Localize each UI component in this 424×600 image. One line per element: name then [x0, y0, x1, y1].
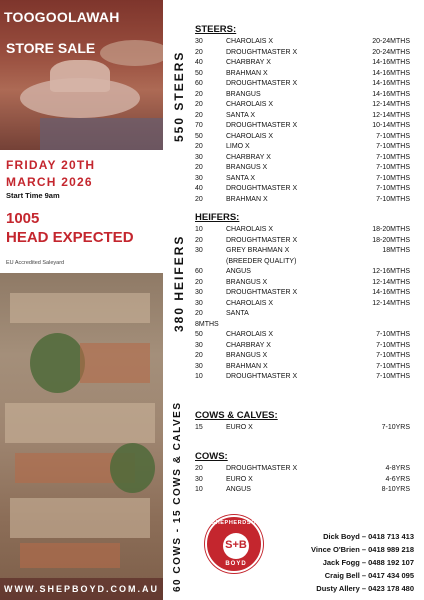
- row-age: 7-10MTHS: [376, 143, 410, 150]
- section-title: HEIFERS:: [195, 212, 240, 223]
- listing-row: [195, 69, 410, 78]
- listing-row: [195, 236, 410, 245]
- row-breed: SANTA X: [226, 174, 256, 182]
- head-count: 1005: [6, 210, 40, 227]
- listing-row: [195, 278, 410, 287]
- row-quantity: 30: [195, 289, 203, 296]
- row-quantity: 20: [195, 310, 203, 317]
- row-quantity: 20: [195, 352, 203, 359]
- row-quantity: 30: [195, 299, 203, 307]
- row-age: 7-10MTHS: [376, 331, 410, 338]
- row-quantity: 8MTHS: [195, 320, 219, 328]
- row-age: 7-10MTHS: [376, 132, 410, 140]
- saleyard-aerial-photo: [0, 273, 163, 600]
- row-breed: BRANGUS X: [226, 278, 268, 286]
- listing-row: [195, 351, 410, 360]
- row-age: 14-16MTHS: [372, 69, 410, 77]
- row-breed: CHAROLAIS X: [226, 132, 274, 140]
- row-breed: DROUGHTMASTER X: [226, 48, 298, 56]
- row-age: 7-10MTHS: [376, 164, 410, 171]
- row-age: 12-14MTHS: [372, 101, 410, 108]
- row-quantity: 20: [195, 90, 203, 98]
- listing-row: [195, 100, 410, 109]
- row-breed: CHAROLAIS X: [226, 331, 274, 338]
- row-quantity: 20: [195, 111, 203, 119]
- section-title: STEERS:: [195, 24, 237, 35]
- row-breed: CHAROLAIS X: [226, 299, 274, 307]
- section-title: COWS:: [195, 451, 228, 462]
- listing-row: [195, 132, 410, 141]
- saleyard-note: EU Accredited Saleyard: [6, 260, 65, 266]
- row-breed: BRANGUS X: [226, 352, 268, 359]
- row-quantity: 60: [195, 80, 203, 87]
- shepherdson-boyd-logo: SHEPHERDSON S+B BOYD: [205, 515, 263, 573]
- listing-row: [195, 288, 410, 297]
- listing-row: [195, 485, 410, 494]
- row-age: 18-20MTHS: [372, 236, 410, 244]
- listing-row: [195, 246, 410, 255]
- row-quantity: 50: [195, 132, 203, 140]
- steers-vertical-label: 550 STEERS: [172, 50, 186, 142]
- row-breed: CHARBRAY X: [226, 59, 271, 66]
- row-age: 12-14MTHS: [372, 299, 410, 307]
- listing-row: [195, 475, 410, 484]
- contact-1: Dick Boyd – 0418 713 413: [323, 532, 414, 541]
- row-breed: BRAHMAN X: [226, 362, 268, 370]
- listing-row: [195, 257, 410, 266]
- row-breed: LIMO X: [226, 143, 250, 150]
- row-quantity: 30: [195, 174, 203, 182]
- row-breed: CHAROLAIS X: [226, 226, 274, 233]
- listing-row: [195, 58, 410, 67]
- listing-row: [195, 90, 410, 99]
- cows-vertical-label: 60 COWS - 15 COWS & CALVES: [172, 401, 183, 592]
- row-quantity: 20: [195, 164, 203, 171]
- row-age: 14-16MTHS: [372, 59, 410, 66]
- row-breed: BRAHMAN X: [226, 69, 268, 77]
- listing-row: [195, 163, 410, 172]
- left-panel: [0, 0, 163, 600]
- row-breed: CHAROLAIS X: [226, 38, 274, 45]
- row-age: 12-16MTHS: [372, 268, 410, 275]
- row-age: 7-10MTHS: [376, 352, 410, 359]
- section-title: COWS & CALVES:: [195, 410, 278, 421]
- row-quantity: 20: [195, 143, 203, 150]
- row-breed: DROUGHTMASTER X: [226, 373, 298, 380]
- listing-row: [195, 153, 410, 162]
- website-url[interactable]: WWW.SHEPBOYD.COM.AU: [4, 584, 159, 594]
- row-quantity: 60: [195, 268, 203, 275]
- row-age: 12-14MTHS: [372, 111, 410, 119]
- row-breed: (BREEDER QUALITY): [226, 257, 297, 265]
- row-quantity: 15: [195, 424, 203, 431]
- listing-row: [195, 48, 410, 57]
- row-age: 14-16MTHS: [372, 289, 410, 296]
- row-breed: GREY BRAHMAN X: [226, 247, 290, 254]
- row-breed: CHARBRAY X: [226, 153, 271, 161]
- row-age: 7-10MTHS: [376, 174, 410, 182]
- row-age: 14-16MTHS: [372, 90, 410, 98]
- sale-date-line2: MARCH 2026: [6, 175, 93, 189]
- row-breed: EURO X: [226, 424, 253, 431]
- row-breed: DROUGHTMASTER X: [226, 236, 298, 244]
- listing-row: [195, 225, 410, 234]
- row-quantity: 20: [195, 465, 203, 472]
- contact-4: Craig Bell – 0417 434 095: [324, 571, 414, 580]
- row-quantity: 30: [195, 475, 203, 483]
- row-age: 12-14MTHS: [372, 278, 410, 286]
- row-breed: DROUGHTMASTER X: [226, 80, 298, 87]
- row-breed: DROUGHTMASTER X: [226, 122, 298, 129]
- listing-row: [195, 121, 410, 130]
- row-breed: DROUGHTMASTER X: [226, 465, 298, 472]
- contact-5: Dusty Allery – 0423 178 480: [316, 584, 414, 593]
- row-breed: BRAHMAN X: [226, 195, 268, 203]
- listing-row: [195, 372, 410, 381]
- row-quantity: 10: [195, 373, 203, 380]
- row-quantity: 30: [195, 38, 203, 45]
- row-quantity: 20: [195, 48, 203, 56]
- row-age: 7-10MTHS: [376, 195, 410, 203]
- row-breed: SANTA: [226, 310, 249, 317]
- listing-row: [195, 362, 410, 371]
- listing-row: [195, 79, 410, 88]
- contact-3: Jack Fogg – 0488 192 107: [322, 558, 414, 567]
- row-quantity: 20: [195, 101, 203, 108]
- row-quantity: 30: [195, 341, 203, 349]
- row-age: 7-10MTHS: [376, 185, 410, 192]
- start-time: Start Time 9am: [6, 191, 60, 200]
- row-quantity: 30: [195, 247, 203, 254]
- listing-row: [195, 320, 410, 329]
- head-expected-label: HEAD EXPECTED: [6, 229, 134, 246]
- row-quantity: 10: [195, 226, 203, 233]
- row-breed: BRANGUS X: [226, 164, 268, 171]
- row-breed: CHAROLAIS X: [226, 101, 274, 108]
- row-age: 7-10MTHS: [376, 362, 410, 370]
- listing-row: [195, 184, 410, 193]
- row-age: 7-10MTHS: [376, 373, 410, 380]
- listing-row: [195, 309, 410, 318]
- row-age: 8-10YRS: [381, 486, 410, 493]
- row-breed: CHARBRAY X: [226, 341, 271, 349]
- listing-row: [195, 111, 410, 120]
- row-quantity: 50: [195, 331, 203, 338]
- row-breed: EURO X: [226, 475, 253, 483]
- listing-row: [195, 142, 410, 151]
- listing-row: [195, 174, 410, 183]
- row-age: 10-14MTHS: [372, 122, 410, 129]
- listing-row: [195, 299, 410, 308]
- row-age: 20-24MTHS: [372, 38, 410, 45]
- row-quantity: 30: [195, 362, 203, 370]
- listing-row: [195, 37, 410, 46]
- heifers-vertical-label: 380 HEIFERS: [172, 234, 186, 332]
- row-quantity: 30: [195, 153, 203, 161]
- row-age: 4-8YRS: [385, 465, 410, 472]
- row-quantity: 40: [195, 185, 203, 192]
- row-age: 7-10MTHS: [376, 341, 410, 349]
- row-age: 20-24MTHS: [372, 48, 410, 56]
- row-quantity: 40: [195, 59, 203, 66]
- row-age: 18-20MTHS: [372, 226, 410, 233]
- row-age: 7-10MTHS: [376, 153, 410, 161]
- row-quantity: 20: [195, 278, 203, 286]
- listing-row: [195, 341, 410, 350]
- row-quantity: 20: [195, 236, 203, 244]
- listing-row: [195, 267, 410, 276]
- listing-row: [195, 195, 410, 204]
- sale-title-line2: STORE SALE: [6, 40, 96, 56]
- row-quantity: 70: [195, 122, 203, 129]
- sale-title-line1: TOOGOOLAWAH: [4, 9, 120, 25]
- listing-row: [195, 330, 410, 339]
- row-quantity: 20: [195, 195, 203, 203]
- listing-row: [195, 464, 410, 473]
- row-age: 18MTHS: [382, 247, 410, 254]
- row-breed: BRANGUS: [226, 90, 261, 98]
- row-breed: DROUGHTMASTER X: [226, 289, 298, 296]
- contact-2: Vince O'Brien – 0418 989 218: [311, 545, 414, 554]
- row-quantity: 50: [195, 69, 203, 77]
- row-breed: SANTA X: [226, 111, 256, 119]
- row-quantity: 10: [195, 486, 203, 493]
- row-breed: DROUGHTMASTER X: [226, 185, 298, 192]
- sale-date-line1: FRIDAY 20TH: [6, 158, 96, 172]
- row-age: 14-16MTHS: [372, 80, 410, 87]
- listing-row: [195, 423, 410, 432]
- row-age: 7-10YRS: [381, 424, 410, 431]
- row-breed: ANGUS: [226, 268, 251, 275]
- row-age: 4-6YRS: [385, 475, 410, 483]
- row-breed: ANGUS: [226, 486, 251, 493]
